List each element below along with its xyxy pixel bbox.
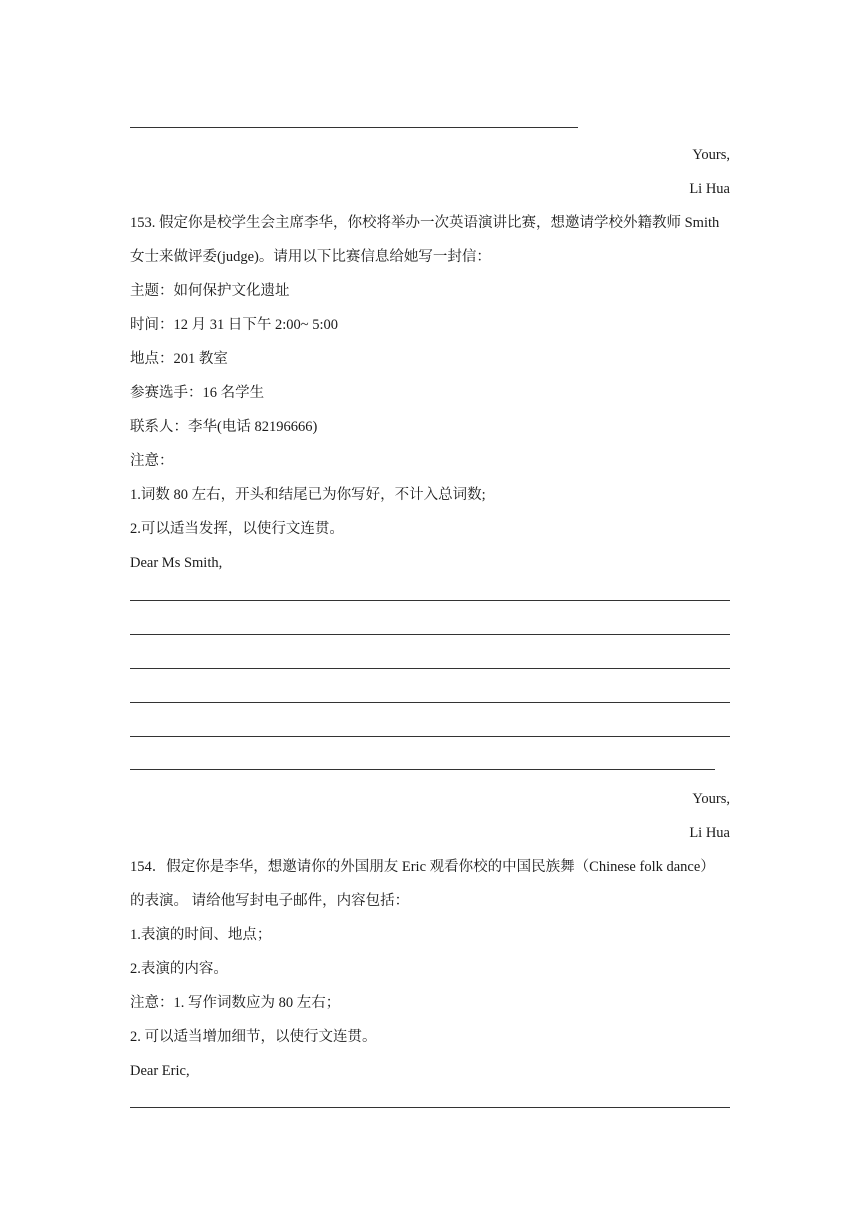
answer-line <box>130 600 730 601</box>
answer-line <box>130 736 730 737</box>
answer-line <box>130 702 730 703</box>
q153-prompt-line-1: 153. 假定你是校学生会主席李华，你校将举办一次英语演讲比赛，想邀请学校外籍教师 Smith <box>130 215 720 231</box>
answer-line <box>130 769 715 770</box>
q153-notice-title: 注意： <box>130 453 174 469</box>
q153-info-theme: 主题：如何保护文化遗址 <box>130 283 290 299</box>
q154-prompt-line-1: 154．假定你是李华，想邀请你的外国朋友 Eric 观看你校的中国民族舞（Chinese folk dance） <box>130 859 715 875</box>
q153-notice-1: 1.词数 80 左右，开头和结尾已为你写好，不计入总词数; <box>130 487 486 503</box>
q154-content-2: 2.表演的内容。 <box>130 961 228 977</box>
answer-line <box>130 127 578 128</box>
q153-info-place: 地点：201 教室 <box>130 351 228 367</box>
q154-prompt-line-2: 的表演。 请给他写封电子邮件，内容包括： <box>130 893 410 909</box>
answer-line <box>130 1107 730 1108</box>
q153-prompt-line-2: 女士来做评委(judge)。请用以下比赛信息给她写一封信： <box>130 249 491 265</box>
signature-text: Li Hua <box>689 181 730 197</box>
answer-line <box>130 668 730 669</box>
q154-content-1: 1.表演的时间、地点； <box>130 927 272 943</box>
q153-info-contact: 联系人：李华(电话 82196666) <box>130 419 318 435</box>
q153-notice-2: 2.可以适当发挥，以使行文连贯。 <box>130 521 344 537</box>
q153-signature: Li Hua <box>689 825 730 841</box>
q154-salutation: Dear Eric, <box>130 1063 190 1079</box>
answer-line <box>130 634 730 635</box>
q154-notice-2: 2. 可以适当增加细节，以使行文连贯。 <box>130 1029 377 1045</box>
q153-closing: Yours, <box>692 791 730 807</box>
closing-text: Yours, <box>692 147 730 163</box>
q153-info-time: 时间：12 月 31 日下午 2:00~ 5:00 <box>130 317 339 333</box>
q154-notice-1: 注意：1. 写作词数应为 80 左右； <box>130 995 341 1011</box>
q153-info-participants: 参赛选手：16 名学生 <box>130 385 265 401</box>
q153-salutation: Dear Ms Smith, <box>130 555 223 571</box>
